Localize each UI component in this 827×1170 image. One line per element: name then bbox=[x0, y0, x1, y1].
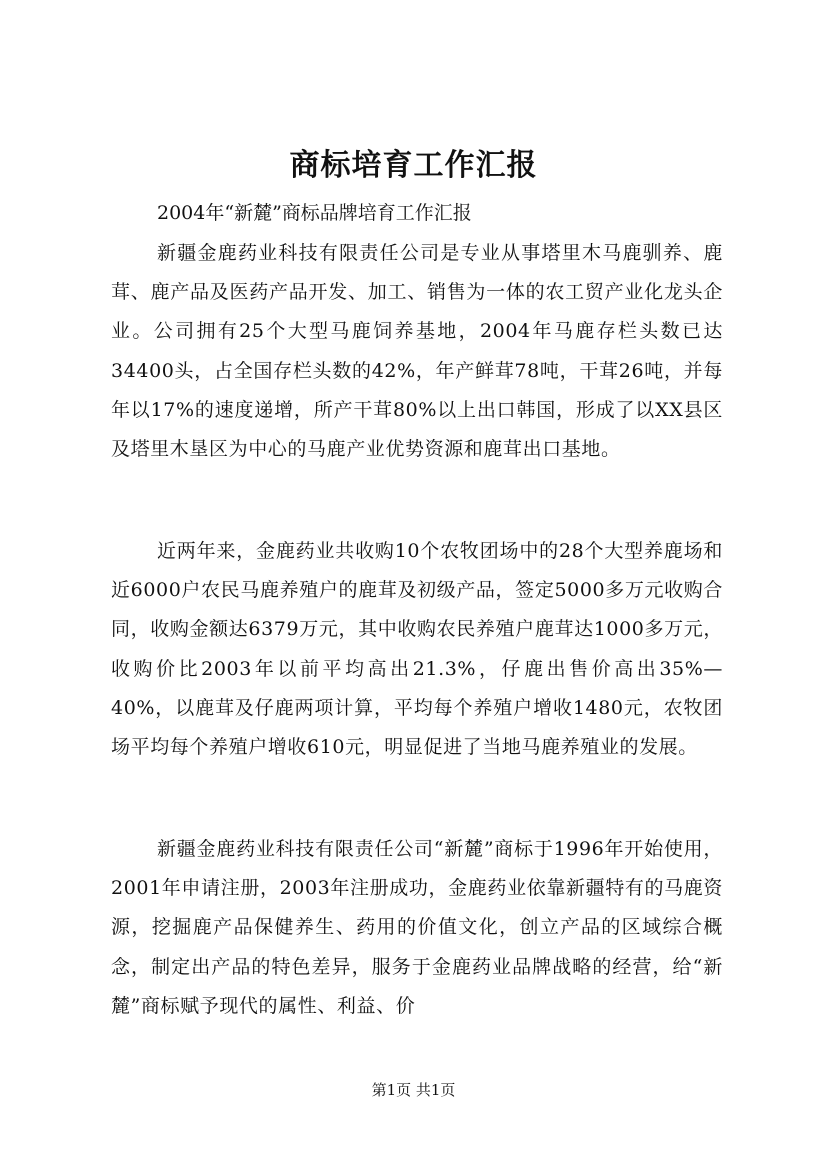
document-subtitle: 2004年“新麓”商标品牌培育工作汇报 bbox=[157, 202, 472, 224]
page-footer: 第1页 共1页 bbox=[371, 1081, 456, 1099]
document-title: 商标培育工作汇报 bbox=[289, 148, 538, 183]
body-paragraph: 近两年来，金鹿药业共收购10个农牧团场中的28个大型养鹿场和近6000户农民马鹿养殖户的鹿茸及初级产品，签定5000多万元收购合同，收购金额达6379万元，其中收购农民养殖户鹿茸达1000多万元，收购价比2003年以前平均高出21.3%，仔鹿出售价高出35%—40%，以鹿茸及仔鹿两项计算，平均每个养殖户增收1480元，农牧团场平均每个养殖户增收610元，明显促进了当地马鹿养殖业的发展。 bbox=[111, 540, 723, 759]
body-paragraph: 新疆金鹿药业科技有限责任公司“新麓”商标于1996年开始使用，2001年申请注册，2003年注册成功，金鹿药业依靠新疆特有的马鹿资源，挖掘鹿产品保健养生、药用的价值文化，创立产品的区域综合概念，制定出产品的特色差异，服务于金鹿药业品牌战略的经营，给“新麓”商标赋予现代的属性、利益、价 bbox=[111, 838, 723, 1017]
body-paragraph: 新疆金鹿药业科技有限责任公司是专业从事塔里木马鹿驯养、鹿茸、鹿产品及医药产品开发、加工、销售为一体的农工贸产业化龙头企业。公司拥有25个大型马鹿饲养基地，2004年马鹿存栏头数已达34400头，占全国存栏头数的42%，年产鲜茸78吨，干茸26吨，并每年以17%的速度递增，所产干茸80%以上出口韩国，形成了以XX县区及塔里木垦区为中心的马鹿产业优势资源和鹿茸出口基地。 bbox=[111, 242, 723, 461]
